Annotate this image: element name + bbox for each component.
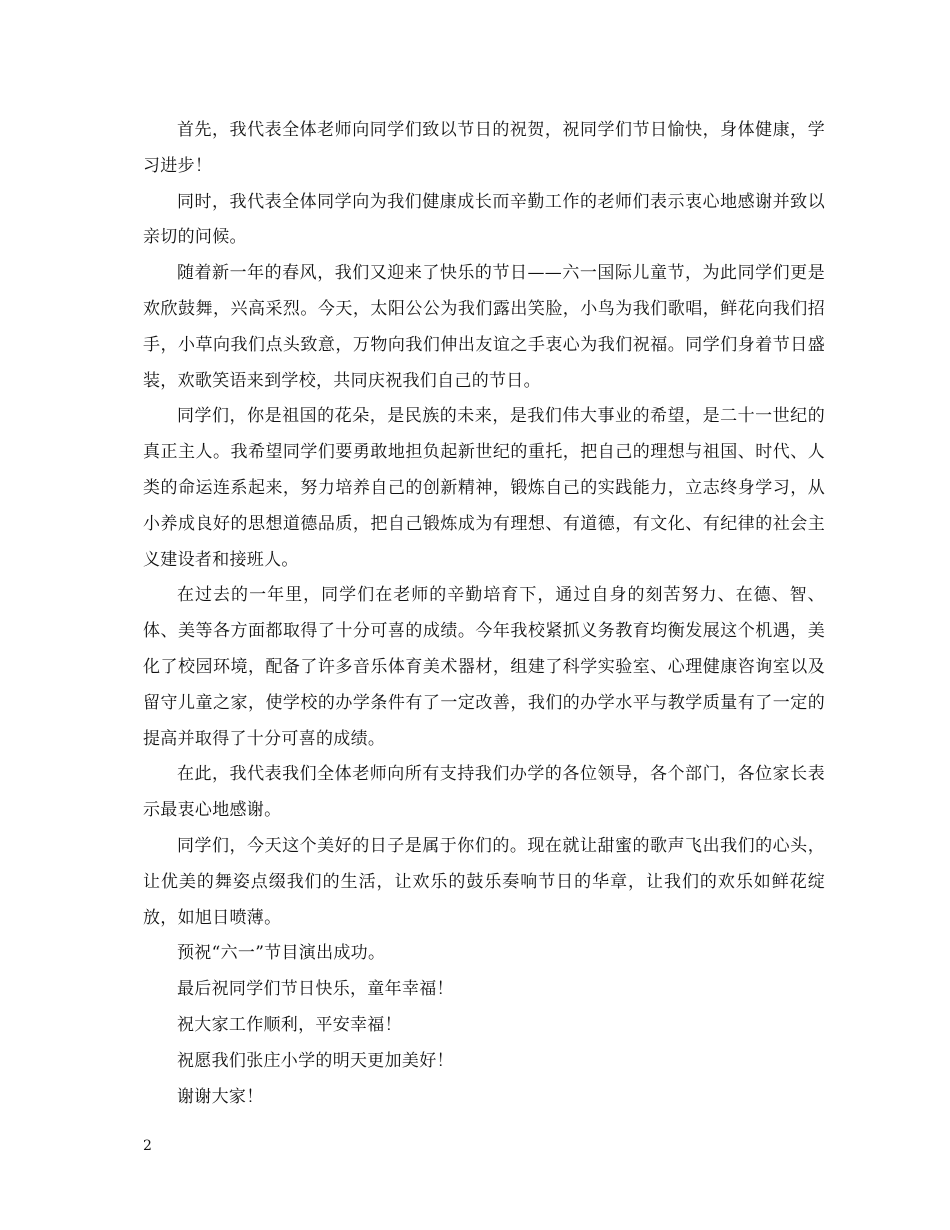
paragraph-hopes: 同学们，你是祖国的花朵，是民族的未来，是我们伟大事业的希望，是二十一世纪的真正主人。我希望同学们要勇敢地担负起新世纪的重托，把自己的理想与祖国、时代、人类的命运连系起来，努力培养自己的创新精神，锻炼自己的实践能力，立志终身学习，从小养成良好的思想道德品质，把自己锻炼成为有理想、有道德，有文化、有纪律的社会主义建设者和接班人。 [143,406,825,570]
paragraph-achievements: 在过去的一年里，同学们在老师的辛勤培育下，通过自身的刻苦努力、在德、智、体、美等各方面都取得了十分可喜的成绩。今年我校紧抓义务教育均衡发展这个机遇，美化了校园环境，配备了许多音乐体育美术器材，组建了科学实验室、心理健康咨询室以及留守儿童之家，使学校的办学条件有了一定改善，我们的办学水平与教学质量有了一定的提高并取得了十分可喜的成绩。 [143,585,825,749]
paragraph-wish-school: 祝愿我们张庄小学的明天更加美好！ [177,1050,454,1071]
paragraph-childrens-day: 随着新一年的春风，我们又迎来了快乐的节日——六一国际儿童节，为此同学们更是欢欣鼓舞，兴高采烈。今天，太阳公公为我们露出笑脸，小鸟为我们歌唱，鲜花向我们招手，小草向我们点头致意，万物向我们伸出友谊之手衷心为我们祝福。同学们身着节日盛装，欢歌笑语来到学校，共同庆祝我们自己的节日。 [143,263,825,391]
paragraph-closing: 谢谢大家！ [177,1086,264,1107]
page-number: 2 [143,1138,152,1154]
paragraph-performance-wish: 预祝“六一”节目演出成功。 [177,943,386,964]
paragraph-celebration: 同学们，今天这个美好的日子是属于你们的。现在就让甜蜜的歌声飞出我们的心头，让优美的舞姿点缀我们的生活，让欢乐的鼓乐奏响节日的华章，让我们的欢乐如鲜花绽放，如旭日喷薄。 [143,835,825,928]
body-text [143,113,825,1115]
paragraph-greeting: 首先，我代表全体老师向同学们致以节日的祝贺，祝同学们节日愉快，身体健康，学习进步！ [143,120,825,176]
paragraph-thanks-teachers: 同时，我代表全体同学向为我们健康成长而辛勤工作的老师们表示衷心地感谢并致以亲切的问候。 [143,191,825,248]
paragraph-wish-everyone: 祝大家工作顺利，平安幸福！ [177,1014,402,1035]
paragraph-thanks-supporters: 在此，我代表我们全体老师向所有支持我们办学的各位领导，各个部门，各位家长表示最衷心地感谢。 [143,764,825,821]
paragraph-wish-students: 最后祝同学们节日快乐，童年幸福！ [177,979,454,1000]
